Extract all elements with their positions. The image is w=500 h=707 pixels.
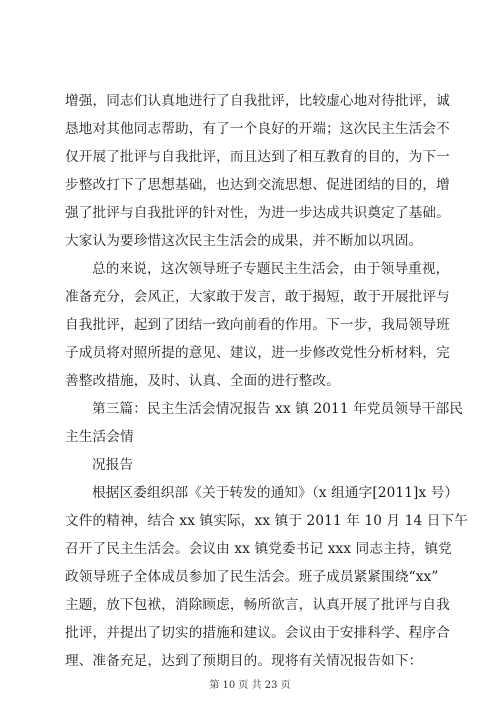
text-line: 政领导班子全体成员参加了民生活会。班子成员紧紧围绕“xx” [65, 569, 439, 585]
paragraph-start-line: 总的来说，这次领导班子专题民主生活会，由于领导重视， [92, 261, 450, 277]
page-number-footer: 第 10 页 共 23 页 [209, 680, 291, 691]
section-heading-line: 第三篇：民主生活会情况报告 xx 镇 2011 年党员领导干部民 [92, 401, 464, 417]
text-line: 文件的精神，结合 xx 镇实际，xx 镇于 2011 年 10 月 14 日下午 [65, 513, 469, 529]
section-heading-line: 主生活会情 [65, 429, 134, 445]
text-line: 准备充分，会风正，大家敢于发言，敢于揭短，敢于开展批评与 [65, 289, 450, 305]
text-line: 善整改措施，及时、认真、全面的进行整改。 [65, 373, 340, 389]
text-line: 批评，并提出了切实的措施和建议。会议由于安排科学、程序合 [65, 625, 450, 641]
section-heading-line: 况报告 [92, 457, 134, 473]
paragraph-start-line: 根据区委组织部《关于转发的通知》（x 组通字[2011]x 号） [92, 485, 459, 501]
text-line: 增强，同志们认真地进行了自我批评，比较虚心地对待批评，诚 [65, 93, 450, 109]
text-line: 子成员将对照所提的意见、建议，进一步修改党性分析材料，完 [65, 345, 450, 361]
text-line: 恳地对其他同志帮助，有了一个良好的开端；这次民主生活会不 [65, 121, 450, 137]
text-line: 仅开展了批评与自我批评，而且达到了相互教育的目的，为下一 [65, 149, 450, 165]
text-line: 理、准备充足，达到了预期目的。现将有关情况报告如下： [65, 653, 423, 669]
text-line: 强了批评与自我批评的针对性，为进一步达成共识奠定了基础。 [65, 205, 450, 221]
text-line: 大家认为要珍惜这次民主生活会的成果，并不断加以巩固。 [65, 233, 423, 249]
text-line: 主题，放下包袱，消除顾虑，畅所欲言，认真开展了批评与自我 [65, 597, 450, 613]
text-line: 步整改打下了思想基础，也达到交流思想、促进团结的目的，增 [65, 177, 450, 193]
text-line: 自我批评，起到了团结一致向前看的作用。下一步，我局领导班 [65, 317, 450, 333]
text-line: 召开了民主生活会。会议由 xx 镇党委书记 xxx 同志主持，镇党 [65, 541, 452, 557]
